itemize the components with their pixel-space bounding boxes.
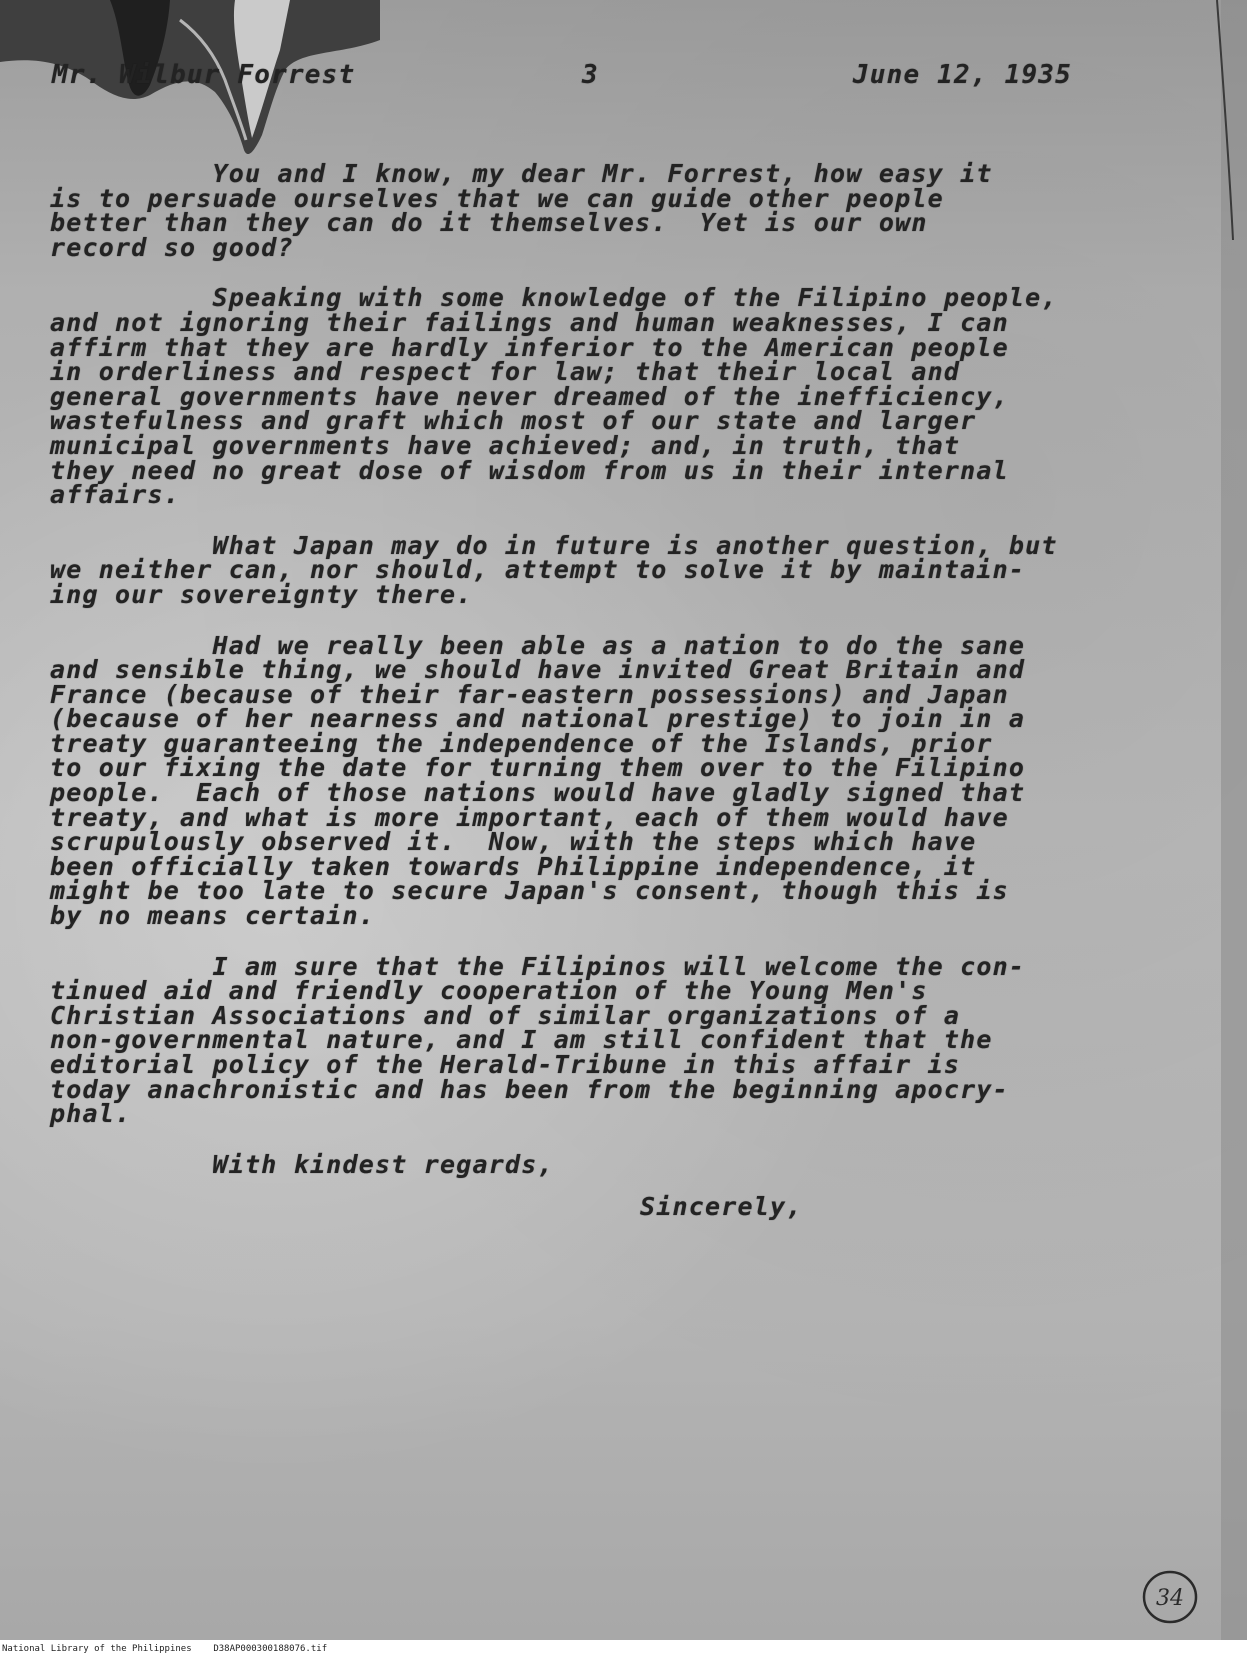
text-line: tinued aid and friendly cooperation of the Young Men's [50, 976, 928, 1006]
recipient-line: Mr. Wilbur Forrest [52, 60, 356, 90]
text-line: might be too late to secure Japan's consent, though this is [50, 876, 1009, 906]
text-line: municipal governments have achieved; and, in truth, that [50, 430, 961, 460]
text-line: affirm that they are hardly inferior to the American people [50, 332, 1009, 362]
body-paragraph [50, 630, 1120, 931]
text-line: What Japan may do in future is another question, but [50, 530, 1058, 560]
text-line: people. Each of those nations would have gladly signed that [50, 778, 1026, 808]
text-line: Christian Associations and of similar organizations of a [50, 1000, 961, 1030]
text-line: we neither can, nor should, attempt to solve it by maintain- [50, 555, 1026, 585]
text-line: by no means certain. [50, 901, 376, 931]
text-line: I am sure that the Filipinos will welcome the con- [50, 951, 1026, 981]
text-line: general governments have never dreamed of the inefficiency, [50, 381, 1009, 411]
paragraph-list [50, 159, 1120, 1129]
text-line: scrupulously observed it. Now, with the steps which have [50, 827, 977, 857]
text-line: record so good? [50, 232, 294, 262]
page-number: 3 [582, 60, 599, 90]
letter-date: June 12, 1935 [852, 60, 1072, 90]
text-line: phal. [50, 1099, 132, 1129]
text-line: in orderliness and respect for law; that their local and [50, 357, 961, 387]
text-line: affairs. [50, 480, 181, 510]
text-line: Had we really been able as a nation to do the sane [50, 630, 1026, 660]
text-line: they need no great dose of wisdom from us in their internal [50, 455, 1009, 485]
sign-off: Sincerely, [640, 1192, 803, 1222]
text-line: treaty, and what is more important, each of them would have [50, 802, 1009, 832]
text-line: and sensible thing, we should have invited Great Britain and [50, 655, 1026, 685]
text-line: been officially taken towards Philippine independence, it [50, 851, 977, 881]
page-edge-shadow [1207, 0, 1247, 1640]
body-paragraph [50, 159, 1120, 262]
archive-page-stamp [1140, 1568, 1200, 1626]
text-line: better than they can do it themselves. Yet is our own [50, 208, 928, 238]
text-line: You and I know, my dear Mr. Forrest, how easy it [50, 159, 993, 188]
stamp-number: 34 [1156, 1586, 1184, 1611]
body-paragraph [50, 951, 1120, 1129]
closing-line: With kindest regards, [50, 1149, 554, 1179]
text-line: wastefulness and graft which most of our state and larger [50, 406, 977, 436]
letter-body [50, 159, 1120, 1222]
text-line: editorial policy of the Herald-Tribune in this affair is [50, 1050, 961, 1079]
text-line: non-governmental nature, and I am still confident that the [50, 1025, 993, 1055]
letter-header [52, 60, 1072, 100]
text-line: ing our sovereignty there. [50, 579, 473, 609]
archive-footer: National Library of the Philippines D38AP000300188076.tif [0, 1640, 1247, 1658]
body-paragraph [50, 283, 1120, 510]
text-line: France (because of their far-eastern possessions) and Japan [50, 679, 1009, 709]
body-paragraph [50, 530, 1120, 609]
text-line: and not ignoring their failings and human weaknesses, I can [50, 307, 1009, 337]
text-line: treaty guaranteeing the independence of the Islands, prior [50, 728, 993, 758]
text-line: is to persuade ourselves that we can guide other people [50, 183, 944, 213]
text-line: today anachronistic and has been from the beginning apocry- [50, 1074, 1009, 1104]
text-line: to our fixing the date for turning them over to the Filipino [50, 753, 1026, 783]
text-line: (because of her nearness and national prestige) to join in a [50, 704, 1026, 734]
text-line: Speaking with some knowledge of the Filipino people, [50, 283, 1058, 313]
